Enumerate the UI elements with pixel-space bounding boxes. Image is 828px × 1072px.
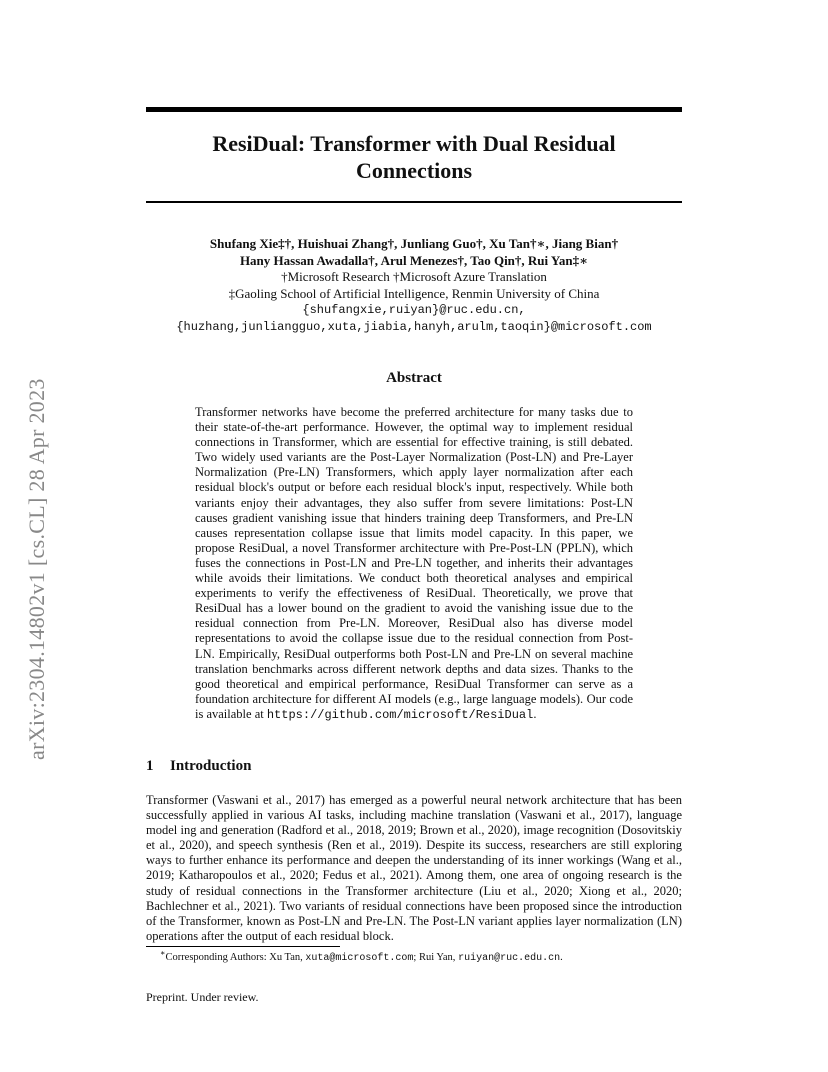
email-microsoft: {huzhang,junliangguo,xuta,jiabia,hanyh,arulm,taoqin}@microsoft.com bbox=[176, 319, 652, 334]
affiliation-renmin: ‡Gaoling School of Artificial Intelligence, Renmin University of China bbox=[228, 285, 600, 301]
footnote-middle: ; Rui Yan, bbox=[413, 952, 459, 963]
affiliation-microsoft: †Microsoft Research †Microsoft Azure Translation bbox=[281, 269, 547, 284]
author-line-2: Hany Hassan Awadalla†, Arul Menezes†, Tao Qin†, Rui Yan‡∗ bbox=[239, 252, 589, 268]
arxiv-identifier: arXiv:2304.14802v1 [cs.CL] 28 Apr 2023 bbox=[24, 378, 49, 760]
section-number: 1 bbox=[146, 758, 154, 774]
section-title: Introduction bbox=[170, 758, 252, 774]
introduction-body: Transformer (Vaswani et al., 2017) has emerged as a powerful neural network architecture that has been successfully applied in various AI tasks, including machine translation (Vaswani et al., 2017), language model ing and generation (Radford et al., 2018, 2019; Brown et al., 2020), image recognition (Dosovitskiy et al., 2020), and speech synthesis (Ren et al., 2019). Despite its success, researchers are still exploring ways to further enhance its performance and deepen the understanding of its inner workings (Wang et al., 2019; Katharopoulos et al., 2020; Fedus et al., 2021). Among them, one area of ongoing research is the study of residual connections in the Transformer architecture (Liu et al., 2020; Xiong et al., 2020; Bachlechner et al., 2021). Two variants of residual connections have been proposed since the introduction of the Transformer, known as Post-LN and Pre-LN. The Post-LN variant applies layer normalization (LN) operations after the output of each residual block. bbox=[146, 793, 682, 943]
abstract-end: . bbox=[533, 706, 537, 721]
footnote-rule bbox=[146, 946, 340, 947]
footnote-email-microsoft[interactable]: xuta@microsoft.com bbox=[305, 953, 414, 964]
footnote-suffix: . bbox=[560, 952, 563, 963]
preprint-notice: Preprint. Under review. bbox=[146, 990, 259, 1004]
author-line-1: Shufang Xie‡†, Huishuai Zhang†, Junliang Guo†, Xu Tan†∗, Jiang Bian† bbox=[209, 236, 619, 251]
section-heading-introduction bbox=[146, 758, 251, 775]
email-ruc: {shufangxie,ruiyan}@ruc.edu.cn, bbox=[302, 303, 526, 317]
abstract-heading: Abstract bbox=[386, 370, 442, 386]
author-block bbox=[146, 236, 682, 335]
footnote bbox=[160, 948, 563, 965]
abstract-text: Transformer networks have become the preferred architecture for many tasks due to their state-of-the-art performance. However, the optimal way to implement residual connections in Transformer, which are essential for effective training, is still debated. Two widely used variants are the Post-Layer Normalization (Post-LN) and Pre-Layer Normalization (Pre-LN) Transformers, which apply layer normalization after each residual block's output or before each residual block's input, respectively. While both variants enjoy their advantages, they also suffer from severe limitations: Post-LN causes gradient vanishing issue that hinders training deep Transformers, and Pre-LN causes representation collapse issue that limits model capacity. In this paper, we propose ResiDual, a novel Transformer architecture with Pre-Post-LN (PPLN), which fuses the connections in Post-LN and Pre-LN together, and inherits their advantages while avoids their limitations. We conduct both theoretical analyses and empirical experiments to verify the effectiveness of ResiDual. Theoretically, we prove that ResiDual has a lower bound on the gradient to avoid the vanishing issue due to the residual connection from Pre-LN. Moreover, ResiDual also has diverse model representations to avoid the collapse issue due to the residual connection from Post-LN. Empirically, ResiDual outperforms both Post-LN and Pre-LN on several machine translation benchmarks across different network depths and data sizes. Thanks to the good theoretical and empirical performance, ResiDual Transformer can serve as a foundation architecture for different AI models (e.g., large language models). Our code is available at bbox=[195, 405, 633, 721]
paper-title bbox=[146, 130, 682, 184]
footnote-email-ruc[interactable]: ruiyan@ruc.edu.cn bbox=[458, 953, 561, 964]
code-link[interactable]: https://github.com/microsoft/ResiDual bbox=[266, 707, 534, 722]
title-top-rule bbox=[146, 107, 682, 112]
title-bottom-rule bbox=[146, 201, 682, 203]
abstract-body bbox=[195, 405, 633, 723]
title-line-2: Connections bbox=[355, 158, 473, 183]
footnote-mark: ∗ bbox=[160, 948, 166, 958]
title-line-1: ResiDual: Transformer with Dual Residual bbox=[212, 131, 616, 156]
footnote-prefix: Corresponding Authors: Xu Tan, bbox=[165, 952, 306, 963]
